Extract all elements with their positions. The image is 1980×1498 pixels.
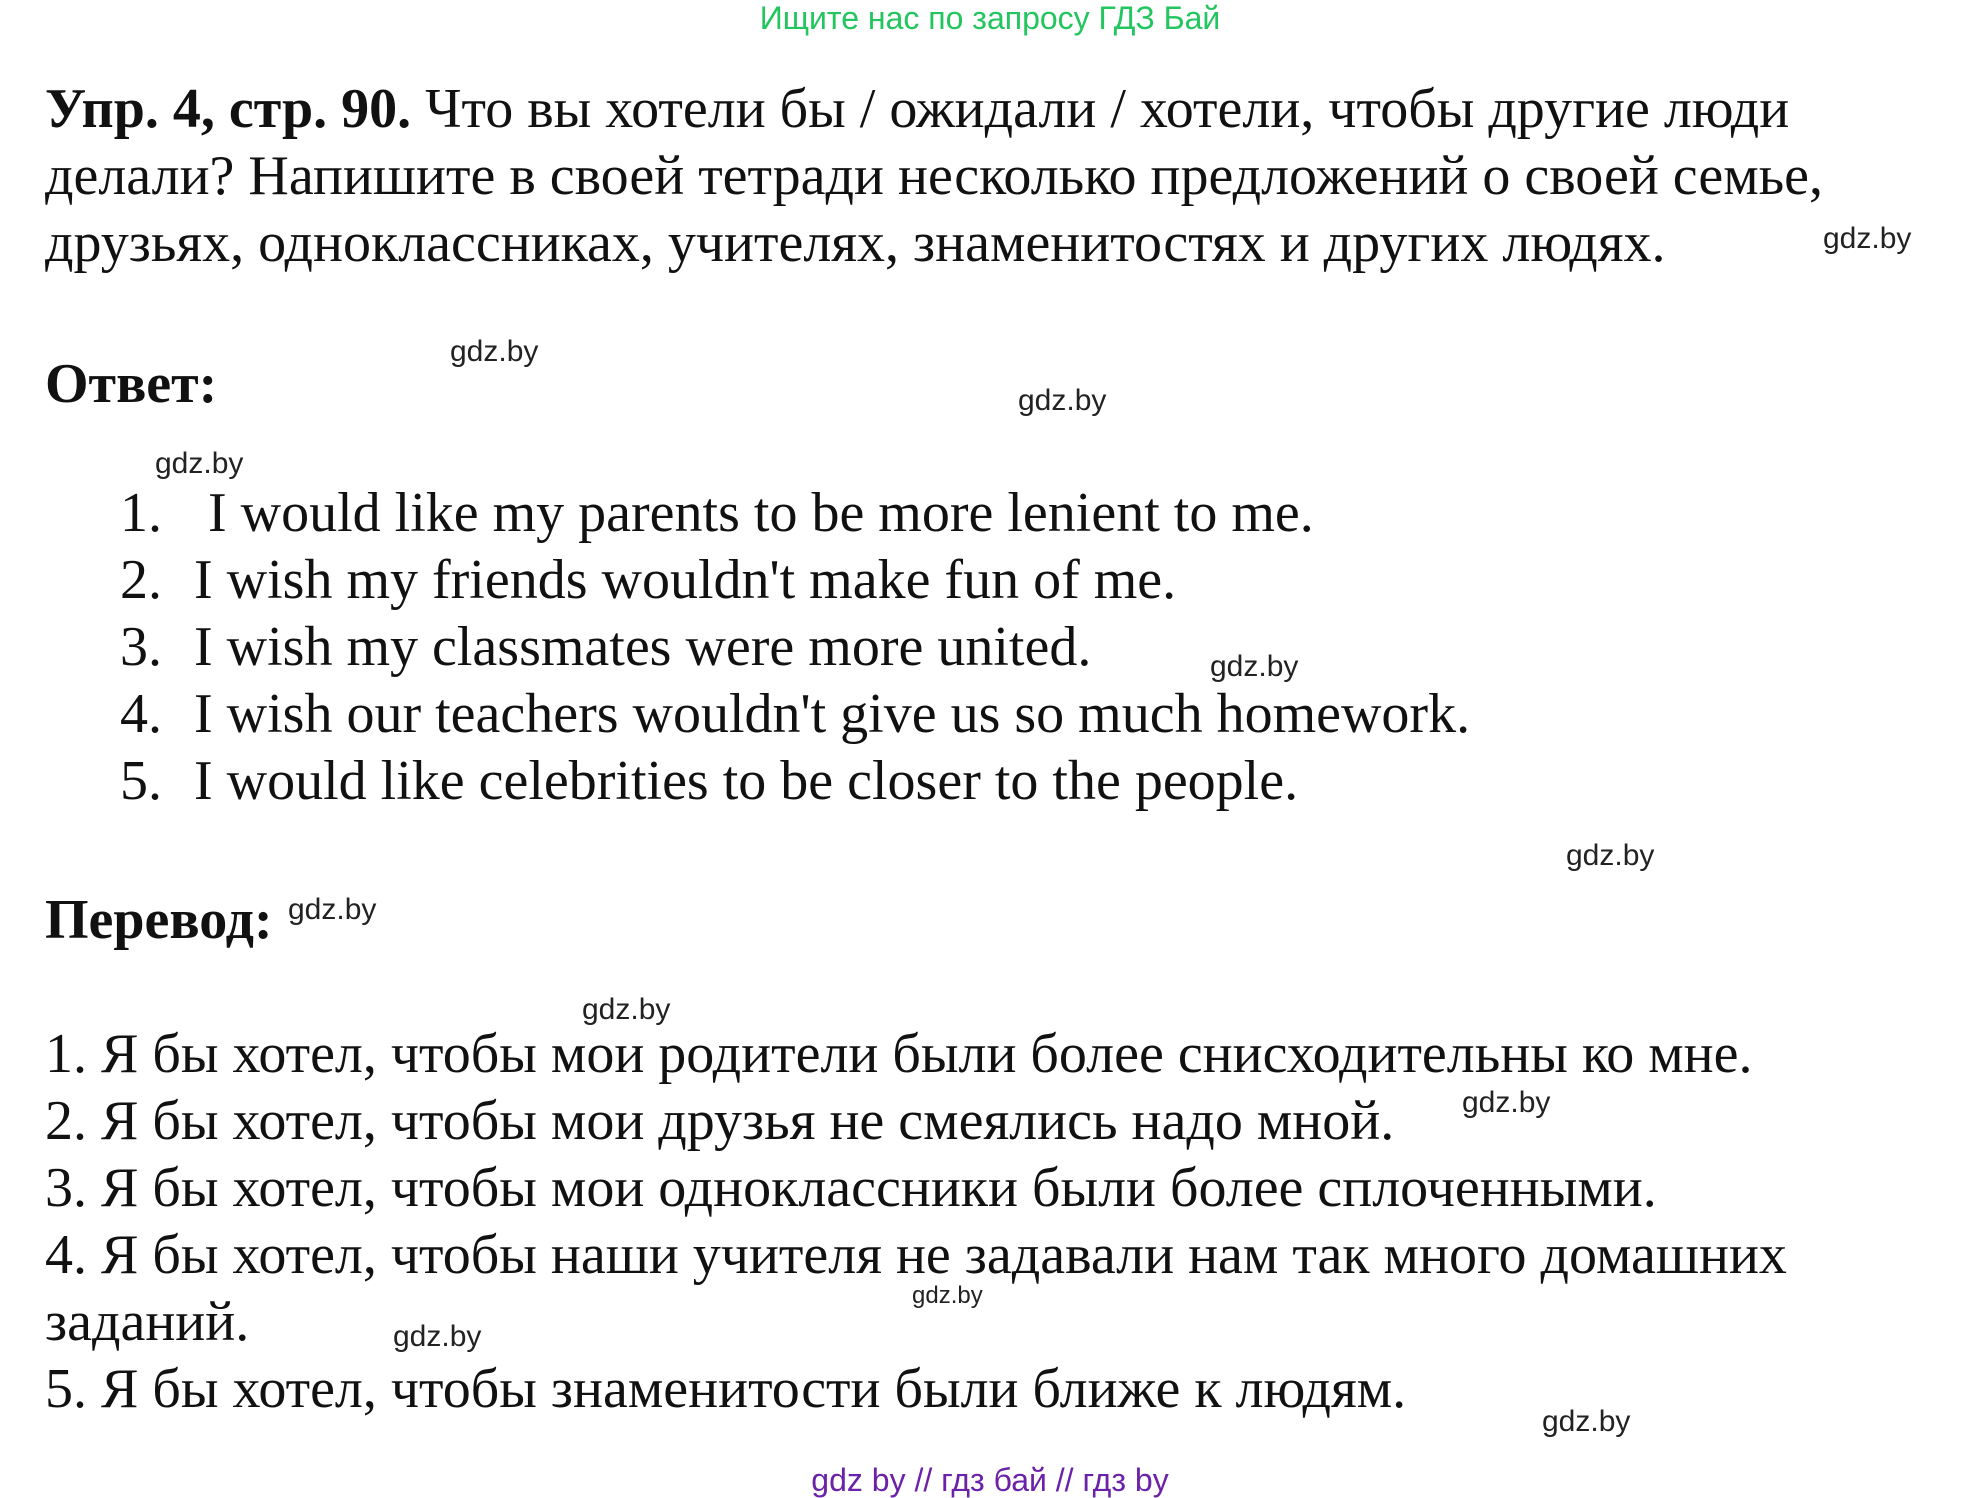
watermark: gdz.by: [1566, 839, 1655, 872]
answer-number: 4.: [120, 683, 162, 745]
task-text: Что вы хотели бы / ожидали / хотели, чтобы другие люди делали? Напишите в своей тетради несколько предложений о своей семье, друзьях, одноклассниках, учителях, знаменитостях и других людях.: [45, 78, 1824, 274]
translation-line: 2. Я бы хотел, чтобы мои друзья не смеялись надо мной.: [45, 1090, 1395, 1152]
watermark: gdz.by: [1462, 1086, 1551, 1119]
answer-text: I wish my classmates were more united.: [194, 616, 1092, 678]
task-reference: Упр. 4, стр. 90.: [45, 78, 412, 140]
watermark: gdz.by: [1542, 1405, 1631, 1438]
answer-number: 3.: [120, 616, 162, 678]
footer-links: gdz by // гдз бай // гдз by: [811, 1462, 1169, 1498]
watermark: gdz.by: [1823, 222, 1912, 255]
watermark: gdz.by: [393, 1320, 482, 1353]
watermark: gdz.by: [450, 335, 539, 368]
answer-heading: Ответ:: [45, 353, 218, 415]
watermark: gdz.by: [155, 447, 244, 480]
translation-heading: Перевод:: [45, 889, 273, 951]
answer-list: [120, 480, 1470, 815]
task-statement: [45, 76, 1945, 277]
watermark: gdz.by: [1018, 384, 1107, 417]
answer-item: [120, 748, 1470, 815]
answer-item: [120, 480, 1470, 547]
answer-text: I would like celebrities to be closer to the people.: [194, 750, 1299, 812]
answer-item: [120, 681, 1470, 748]
answer-number: 1.: [120, 482, 162, 544]
translation-line: 4. Я бы хотел, чтобы наши учителя не задавали нам так много домашних заданий.: [45, 1224, 1787, 1353]
answer-text: I wish my friends wouldn't make fun of me.: [194, 549, 1177, 611]
answer-item: [120, 547, 1470, 614]
watermark: gdz.by: [288, 893, 377, 926]
translation-block: [45, 1021, 1925, 1423]
watermark: gdz.by: [582, 993, 671, 1026]
watermark: gdz.by: [912, 1282, 983, 1309]
answer-text: I would like my parents to be more lenient to me.: [194, 482, 1314, 544]
top-banner: Ищите нас по запросу ГДЗ Бай: [759, 0, 1221, 36]
answer-text: I wish our teachers wouldn't give us so much homework.: [194, 683, 1471, 745]
watermark: gdz.by: [1210, 650, 1299, 683]
translation-line: 1. Я бы хотел, чтобы мои родители были более снисходительны ко мне.: [45, 1023, 1753, 1085]
translation-line: 5. Я бы хотел, чтобы знаменитости были ближе к людям.: [45, 1358, 1407, 1420]
answer-number: 5.: [120, 750, 162, 812]
answer-number: 2.: [120, 549, 162, 611]
translation-line: 3. Я бы хотел, чтобы мои одноклассники были более сплоченными.: [45, 1157, 1657, 1219]
